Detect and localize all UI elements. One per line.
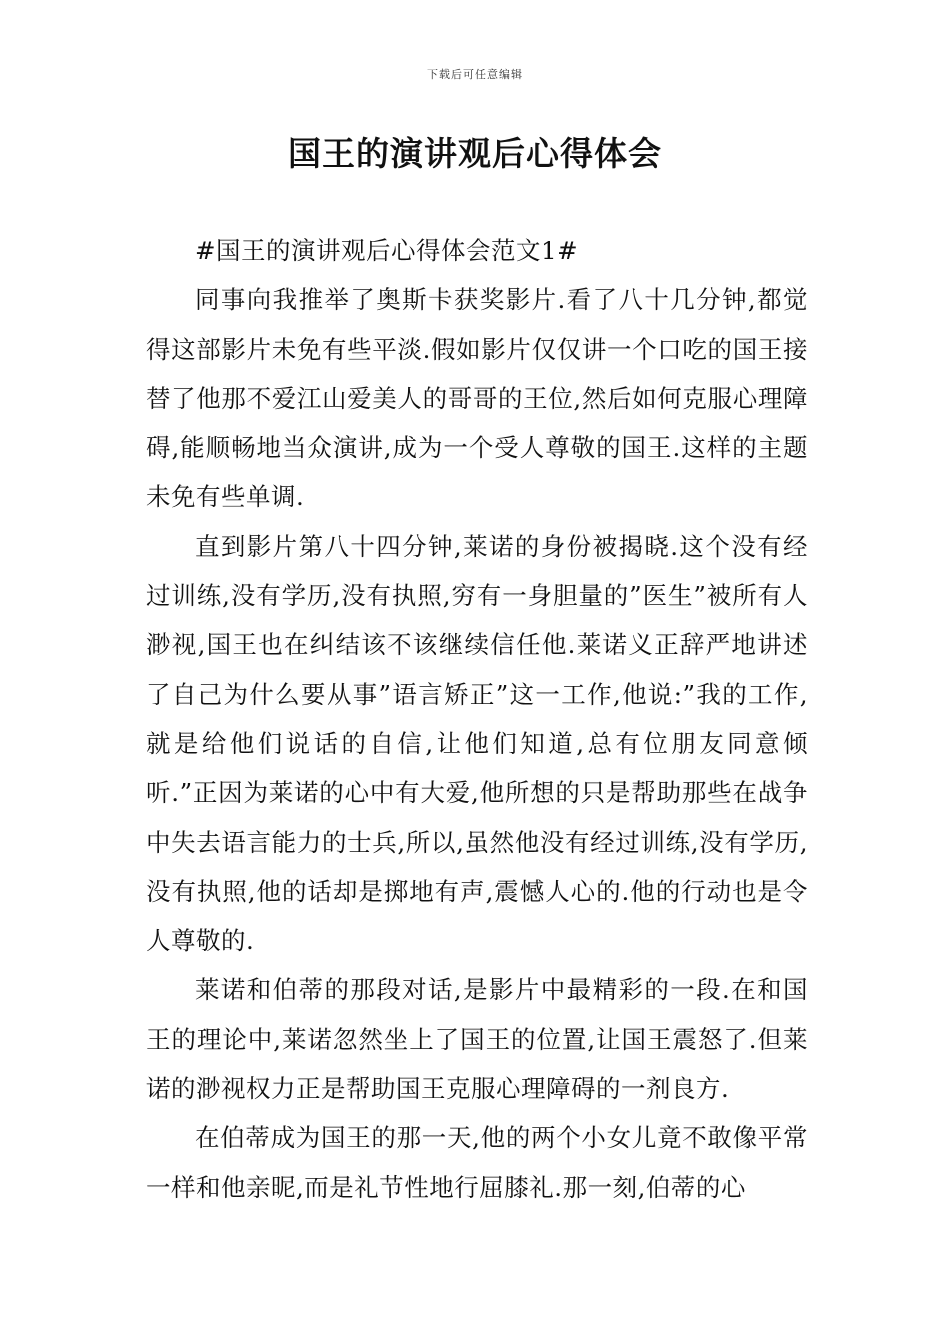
paragraph-2: 直到影片第八十四分钟,莱诺的身份被揭晓.这个没有经过训练,没有学历,没有执照,穷有一身胆量的”医生”被所有人渺视,国王也在纠结该不该继续信任他.莱诺义正辞严地讲述了自己为什么要从事”语言矫正”这一工作,他说:”我的工作,就是给他们说话的自信,让他们知道,总有位朋友同意倾听.”正因为莱诺的心中有大爱,他所想的只是帮助那些在战争中失去语言能力的士兵,所以,虽然他没有经过训练,没有学历,没有执照,他的话却是掷地有声,震憾人心的.他的行动也是令人尊敬的. bbox=[146, 531, 808, 956]
document-title: 国王的演讲观后心得体会 bbox=[288, 134, 662, 173]
paragraph-4: 在伯蒂成为国王的那一天,他的两个小女儿竟不敢像平常一样和他亲昵,而是礼节性地行屈膝礼.那一刻,伯蒂的心 bbox=[146, 1123, 808, 1202]
paragraph-1: 同事向我推举了奥斯卡获奖影片.看了八十几分钟,都觉得这部影片未免有些平淡.假如影片仅仅讲一个口吃的国王接替了他那不爱江山爱美人的哥哥的王位,然后如何克服心理障碍,能顺畅地当众演讲,成为一个受人尊敬的国王.这样的主题未免有些单调. bbox=[146, 285, 808, 512]
document-body bbox=[146, 226, 808, 1212]
header-note: 下载后可任意编辑 bbox=[427, 68, 523, 81]
section-heading: #国王的演讲观后心得体会范文1# bbox=[195, 236, 579, 265]
paragraph-3: 莱诺和伯蒂的那段对话,是影片中最精彩的一段.在和国王的理论中,莱诺忽然坐上了国王的位置,让国王震怒了.但莱诺的渺视权力正是帮助国王克服心理障碍的一剂良方. bbox=[146, 975, 808, 1104]
